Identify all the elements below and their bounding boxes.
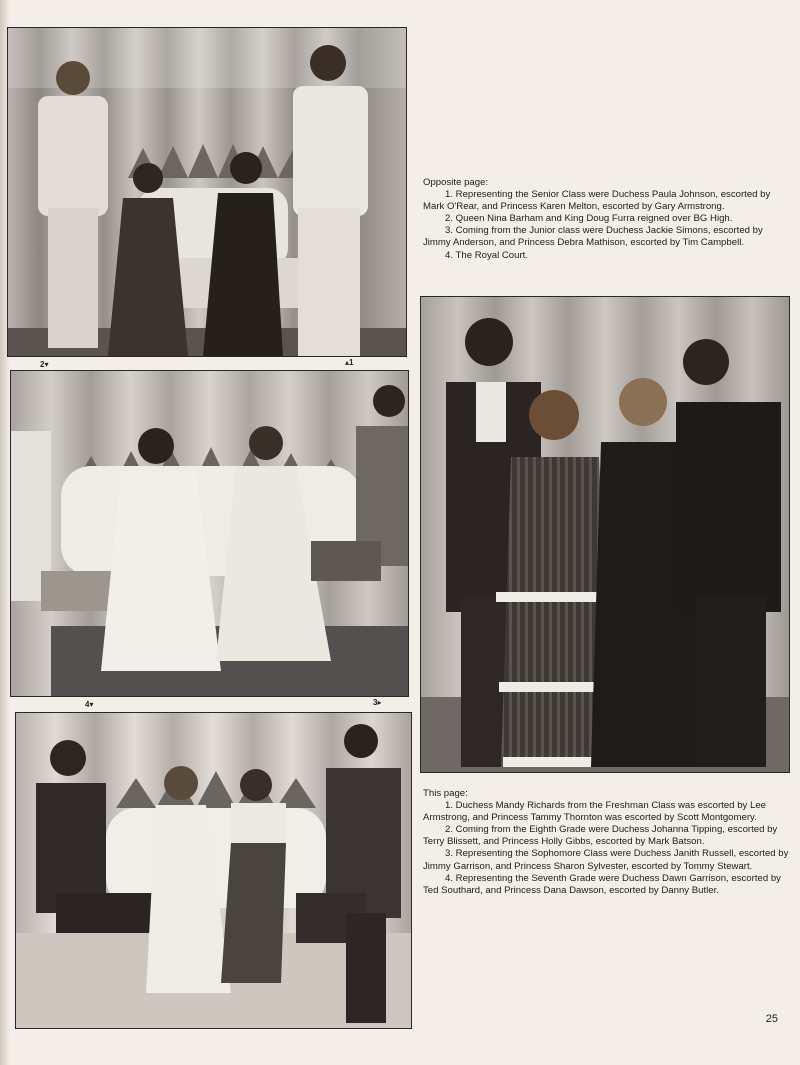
caption-heading: This page: — [423, 788, 468, 799]
photo-right-royal-court — [420, 296, 790, 773]
photo-marker-4: 4▾ — [85, 700, 94, 709]
photo-marker-2: 2▾ — [40, 360, 49, 369]
caption-item: 4. The Royal Court. — [445, 249, 529, 261]
caption-this-page — [423, 788, 793, 897]
caption-heading: Opposite page: — [423, 177, 489, 188]
caption-item: 3. Coming from the Junior class were Duchess Jackie Simons, escorted by Jimmy Anderson, and Princess Debra Mathison, escorted by Tim Campbell. — [423, 225, 763, 249]
photo-middle-left — [10, 370, 409, 697]
caption-item: 1. Duchess Mandy Richards from the Freshman Class was escorted by Lee Armstrong, and Princess Tammy Thornton was escorted by Scott Montgomery. — [423, 800, 766, 824]
caption-item: 1. Representing the Senior Class were Duchess Paula Johnson, escorted by Mark O'Rear, and Princess Karen Melton, escorted by Gary Armstrong. — [423, 189, 771, 213]
caption-item: 3. Representing the Sophomore Class were Duchess Janith Russell, escorted by Jimmy Garrison, and Princess Sharon Sylvester, escorted by Tommy Stewart. — [423, 848, 789, 872]
page-number: 25 — [765, 1013, 778, 1025]
caption-item: 2. Coming from the Eighth Grade were Duchess Johanna Tipping, escorted by Terry Blissett, and Princess Holly Gibbs, escorted by Mark Batson. — [423, 824, 778, 848]
photo-bottom-left — [15, 712, 412, 1029]
caption-opposite-page — [423, 177, 793, 262]
photo-marker-3: 3▸ — [373, 698, 382, 707]
photo-marker-1: ▴1 — [345, 358, 354, 367]
caption-item: 2. Queen Nina Barham and King Doug Furra reigned over BG High. — [445, 213, 733, 225]
caption-item: 4. Representing the Seventh Grade were Duchess Dawn Garrison, escorted by Ted Southard, and Princess Dana Dawson, escorted by Danny Butler. — [423, 872, 781, 896]
photo-top-left — [7, 27, 407, 357]
